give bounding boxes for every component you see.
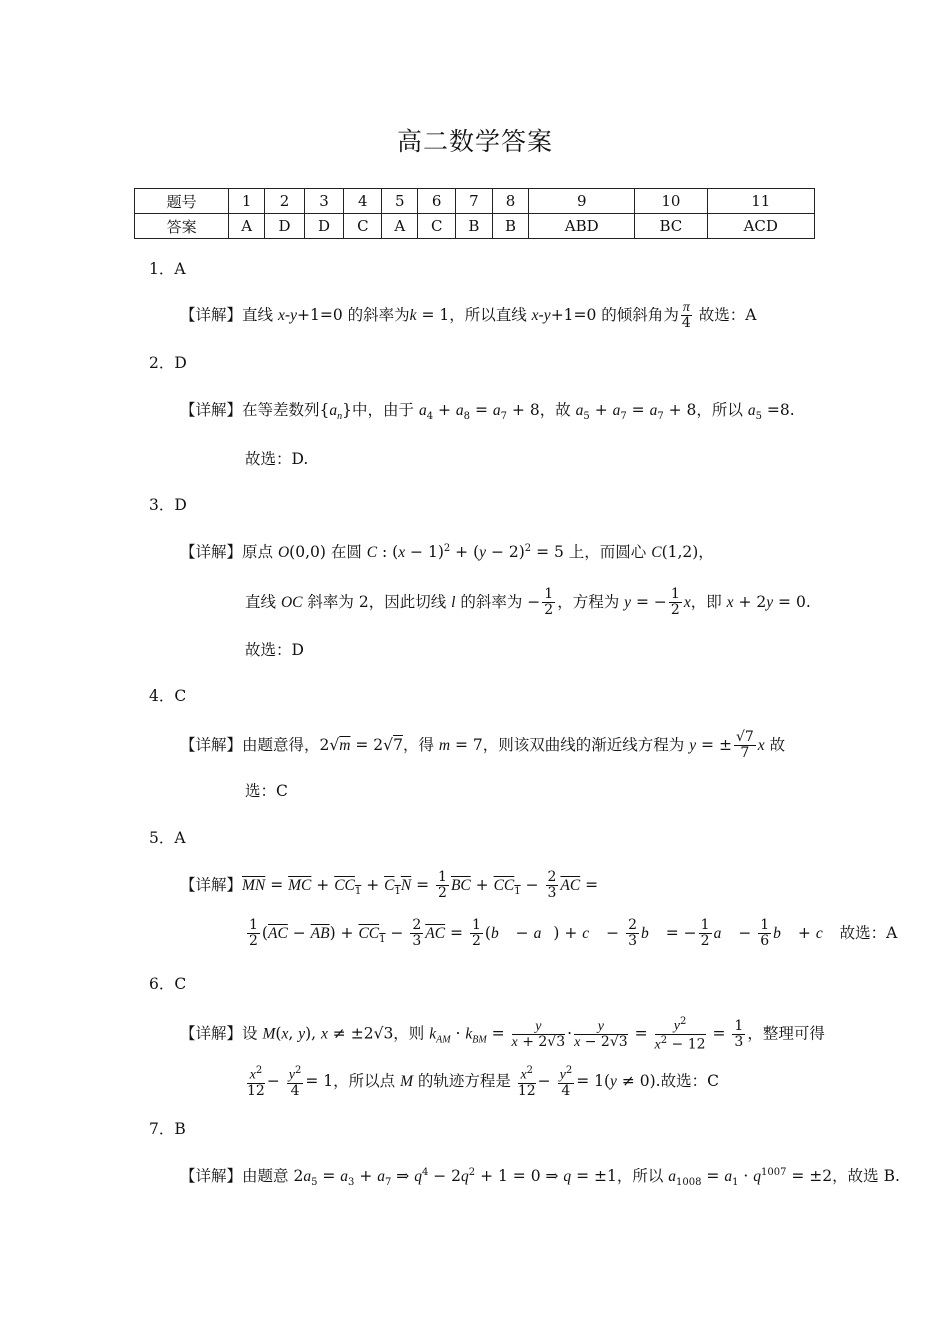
table-cell: ABD <box>529 214 635 239</box>
detail-line: 直线 OC 斜率为 2，因此切线 l 的斜率为 − $\frac{1}{2}$ ，方程为 y = − $\frac{1}{2}$ x，即 x + 2y = 0. <box>245 586 811 619</box>
table-cell: A <box>229 214 265 239</box>
table-cell: 4 <box>344 189 382 214</box>
page-title: 高二数学答案 <box>396 127 553 156</box>
detail-line: 【详解】直线 x-y+1=0 的斜率为k = 1，所以直线 x-y+1=0 的倾斜角为 $\frac{\pi}{4}$ 故选：A <box>180 300 757 332</box>
table-cell: B <box>456 214 493 239</box>
table-cell: 题号 <box>135 189 229 214</box>
table-cell: 答案 <box>135 214 229 239</box>
detail-tag: 【详解】 <box>180 543 243 561</box>
detail-tag: 【详解】 <box>180 401 243 419</box>
table-cell: 3 <box>304 189 344 214</box>
table-answer-row <box>135 214 815 239</box>
table-cell: 9 <box>529 189 635 214</box>
detail-tag: 【详解】 <box>180 875 243 894</box>
question-label: 5．A <box>149 829 186 847</box>
table-cell: 2 <box>265 189 305 214</box>
detail-line: 【详解】由题意 $2a_5 = a_3 + a_7$ ⇒ $q^4 - 2q^2 + 1 = 0$ ⇒ q = ±1，所以 $a_{1008} = a_1 \cdot q^{1007} = \pm 2$，故选 B. <box>180 1166 900 1189</box>
question-label: 2．D <box>149 354 187 372</box>
table-cell: 8 <box>492 189 529 214</box>
detail-line: $\frac{x^2}{12}$ − $\frac{y^2}{4}$ = 1，所以点 M 的轨迹方程是 $\frac{x^2}{12}$ − $\frac{y^2}{4}$ = 1(y ≠ 0).故选：C <box>247 1065 719 1100</box>
detail-line: 【详解】由题意得，2√m = 2√7，得 m = 7，则该双曲线的渐近线方程为 y = ± $\frac{√7}{7}$ x 故 <box>180 729 786 762</box>
table-cell: D <box>304 214 344 239</box>
table-cell: B <box>492 214 529 239</box>
table-header-row <box>135 189 815 214</box>
table-cell: BC <box>635 214 707 239</box>
table-cell: D <box>265 214 305 239</box>
table-cell: ACD <box>707 214 815 239</box>
detail-line: 选：C <box>245 782 288 800</box>
detail-line: 【详解】原点 O(0,0) 在圆 C : $(x - 1)^2 + (y - 2)^2 = 5$ 上，而圆心 C(1,2)， <box>180 542 714 561</box>
question-label: 1．A <box>149 260 186 278</box>
answer-table <box>134 188 815 239</box>
detail-tag: 【详解】 <box>180 305 243 324</box>
detail-tag: 【详解】 <box>180 1024 243 1043</box>
detail-line: 故选：D. <box>245 450 309 468</box>
detail-tag: 【详解】 <box>180 735 243 754</box>
detail-line: $\frac{1}{2}$ $(\overline{AC} - \overline{AB}) + CC_1$ − $\frac{2}{3}$ $\overline{AC}$ = $\frac{1}{2}$ (b⃗ − a⃗) + c⃗ − $\frac{2}{3}$ b⃗ = − $\frac{1}{2}$ a⃗ − $\frac{1}{6}$ b⃗ + c⃗ 故选：A <box>249 917 898 950</box>
detail-line: 【详解】在等差数列$\{a_n\}$中，由于 $a_4 + a_8 = a_7 + 8$，故 $a_5 + a_7 = a_7 + 8$，所以 $a_5 =8$. <box>180 401 795 423</box>
detail-line: 【详解】$\overline{MN} = \overline{MC} + CC_1 + C_1N$ = $\frac{1}{2}$ $\overline{BC} + CC_1$ − $\frac{2}{3}$ $\overline{AC}$ = <box>180 869 599 902</box>
table-cell: C <box>344 214 382 239</box>
table-cell: 6 <box>418 189 456 214</box>
detail-line: 故选：D <box>245 641 304 659</box>
table-cell: A <box>382 214 418 239</box>
detail-line: 【详解】设 M(x, y), x ≠ ±2√3，则 $k_{AM} \cdot k_{BM}$ = $\frac{y}{x + 2√3}$ · $\frac{y}{x - 2√3}$ = $\frac{y^2}{x^2 - 12}$ = $\frac{1}{3}$ ，整理可得 <box>180 1016 825 1053</box>
question-label: 6．C <box>149 975 187 993</box>
question-label: 7．B <box>149 1120 186 1138</box>
table-cell: 1 <box>229 189 265 214</box>
table-cell: 10 <box>635 189 707 214</box>
detail-tag: 【详解】 <box>180 1167 243 1185</box>
table-cell: 7 <box>456 189 493 214</box>
table-cell: C <box>418 214 456 239</box>
table-cell: 11 <box>707 189 815 214</box>
question-label: 4．C <box>149 687 187 705</box>
question-label: 3．D <box>149 496 187 514</box>
table-cell: 5 <box>382 189 418 214</box>
